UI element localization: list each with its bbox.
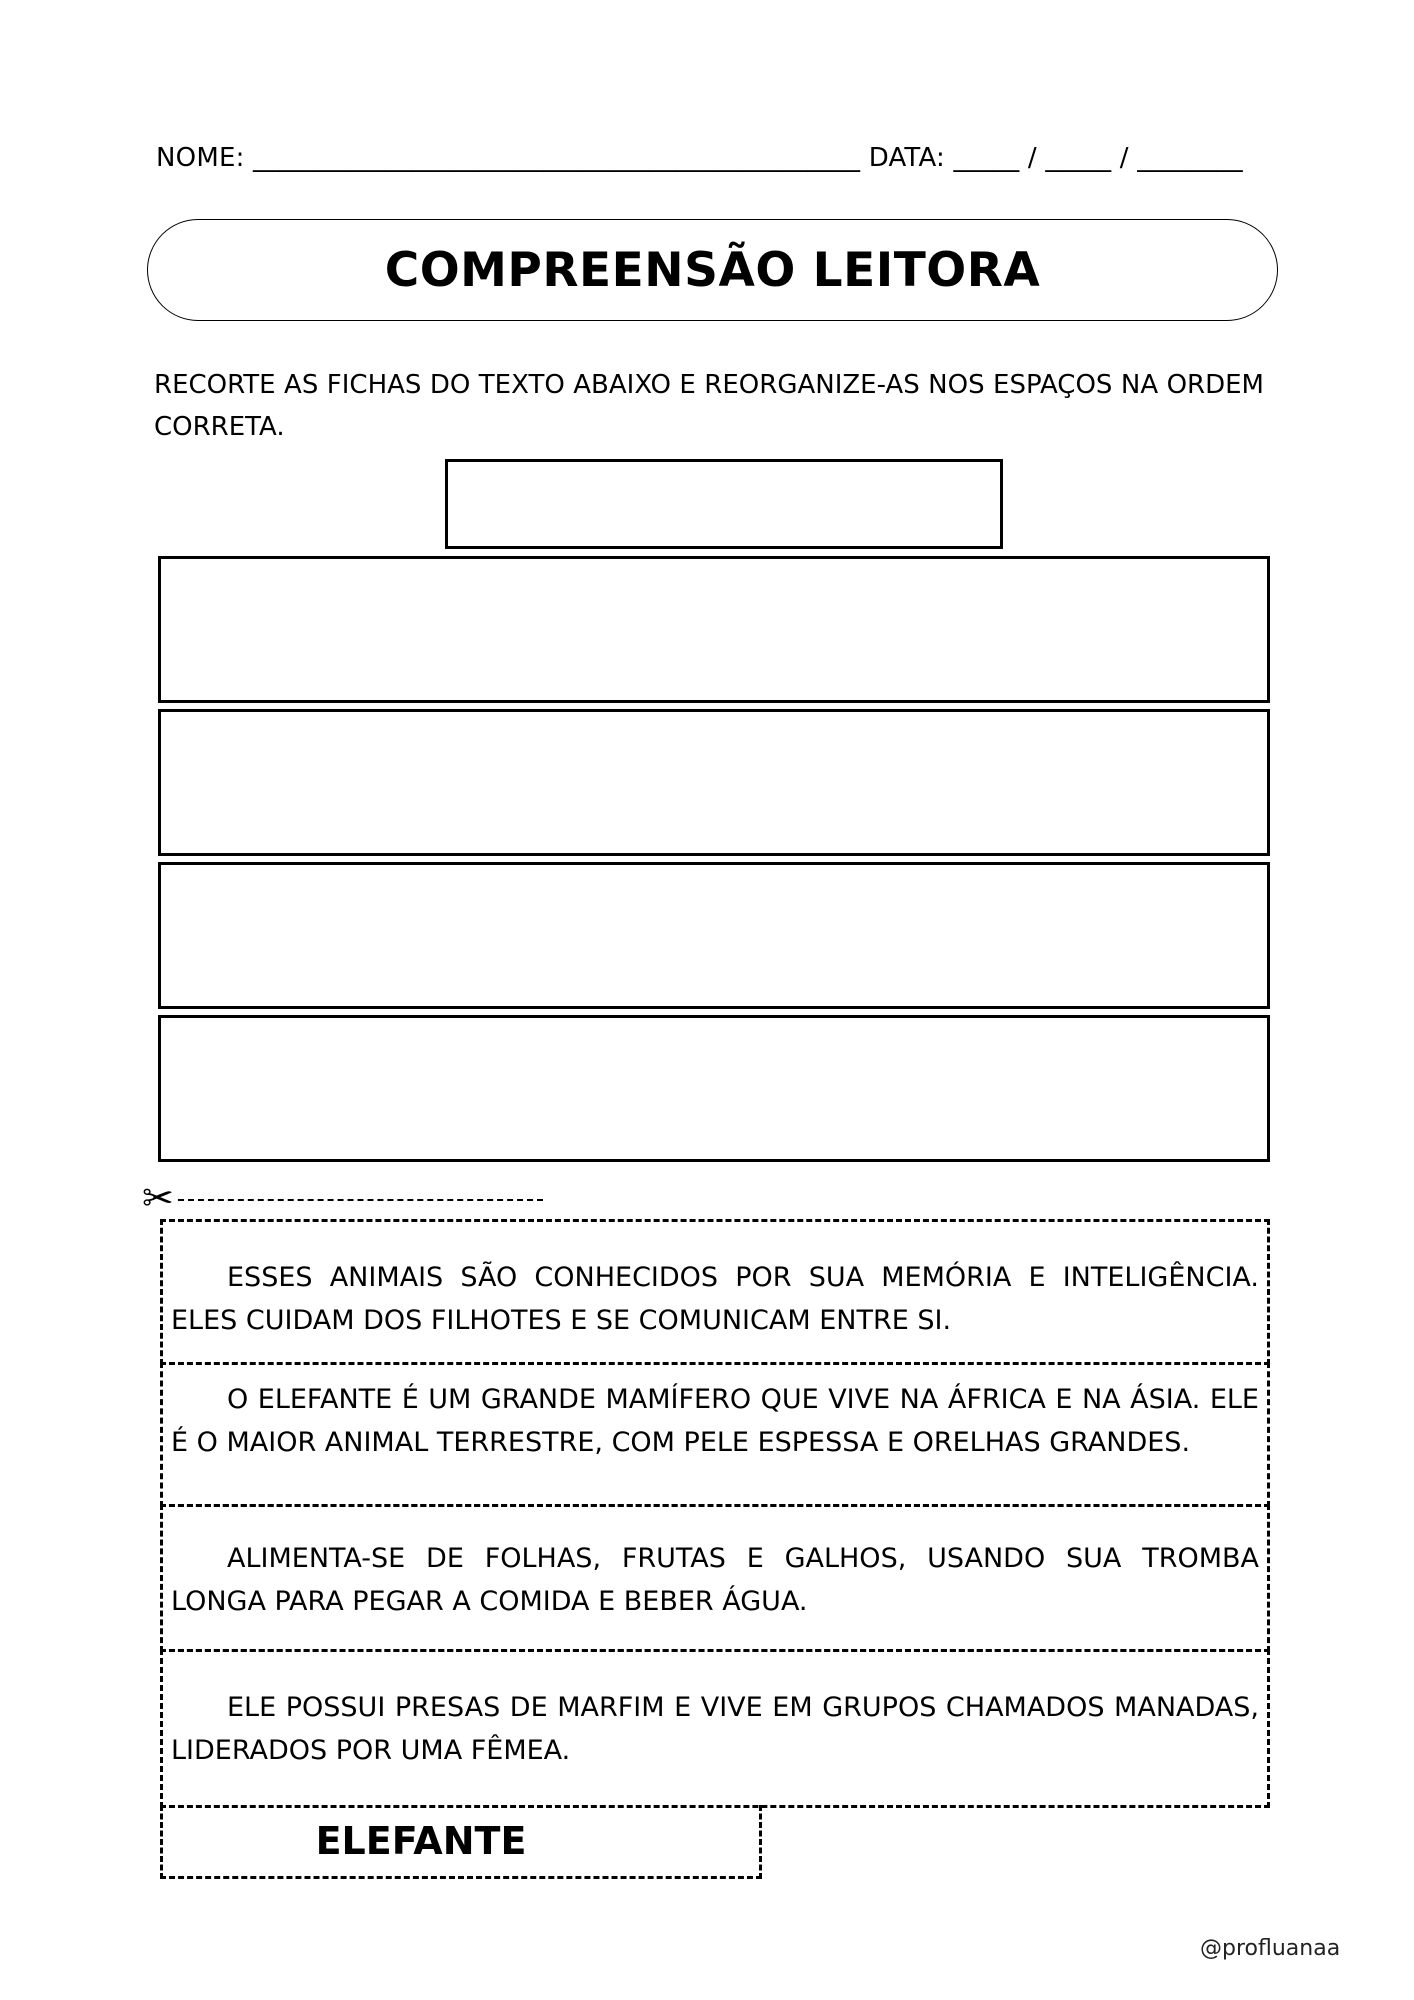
title-card[interactable] bbox=[160, 1805, 762, 1879]
answer-title-slot bbox=[445, 459, 1003, 549]
name-label: NOME: bbox=[156, 143, 245, 173]
card-4[interactable] bbox=[160, 1649, 1270, 1808]
card-text: ELE POSSUI PRESAS DE MARFIM E VIVE EM GRUPOS CHAMADOS MANADAS, LIDERADOS POR UMA FÊMEA. bbox=[171, 1692, 1259, 1766]
title-banner bbox=[147, 219, 1278, 321]
name-blank[interactable]: ______________________________________________ bbox=[253, 143, 861, 173]
cut-line bbox=[142, 1176, 543, 1220]
page-title: COMPREENSÃO LEITORA bbox=[384, 242, 1041, 298]
header-fields bbox=[156, 143, 1266, 173]
card-text: ALIMENTA-SE DE FOLHAS, FRUTAS E GALHOS, USANDO SUA TROMBA LONGA PARA PEGAR A COMIDA E BEBER ÁGUA. bbox=[171, 1543, 1259, 1617]
answer-slot-2 bbox=[158, 709, 1270, 856]
author-credit: @profluanaa bbox=[1200, 1936, 1341, 1961]
answer-slot-1 bbox=[158, 556, 1270, 703]
card-text: ESSES ANIMAIS SÃO CONHECIDOS POR SUA MEMÓRIA E INTELIGÊNCIA. ELES CUIDAM DOS FILHOTES E SE COMUNICAM ENTRE SI. bbox=[171, 1262, 1259, 1336]
answer-slot-4 bbox=[158, 1015, 1270, 1162]
date-label: DATA: bbox=[868, 143, 945, 173]
answer-slot-3 bbox=[158, 862, 1270, 1009]
title-card-text: ELEFANTE bbox=[315, 1818, 527, 1863]
scissors-icon: ✂ bbox=[142, 1176, 174, 1220]
card-text: O ELEFANTE É UM GRANDE MAMÍFERO QUE VIVE NA ÁFRICA E NA ÁSIA. ELE É O MAIOR ANIMAL TERRESTRE, COM PELE ESPESSA E ORELHAS GRANDES. bbox=[171, 1384, 1259, 1458]
card-2[interactable] bbox=[160, 1362, 1270, 1507]
dashed-divider bbox=[178, 1199, 543, 1201]
date-blank[interactable]: _____ / _____ / ________ bbox=[953, 143, 1243, 173]
instructions-text: RECORTE AS FICHAS DO TEXTO ABAIXO E REORGANIZE-AS NOS ESPAÇOS NA ORDEM CORRETA. bbox=[154, 370, 1264, 442]
card-3[interactable] bbox=[160, 1504, 1270, 1652]
card-1[interactable] bbox=[160, 1219, 1270, 1365]
